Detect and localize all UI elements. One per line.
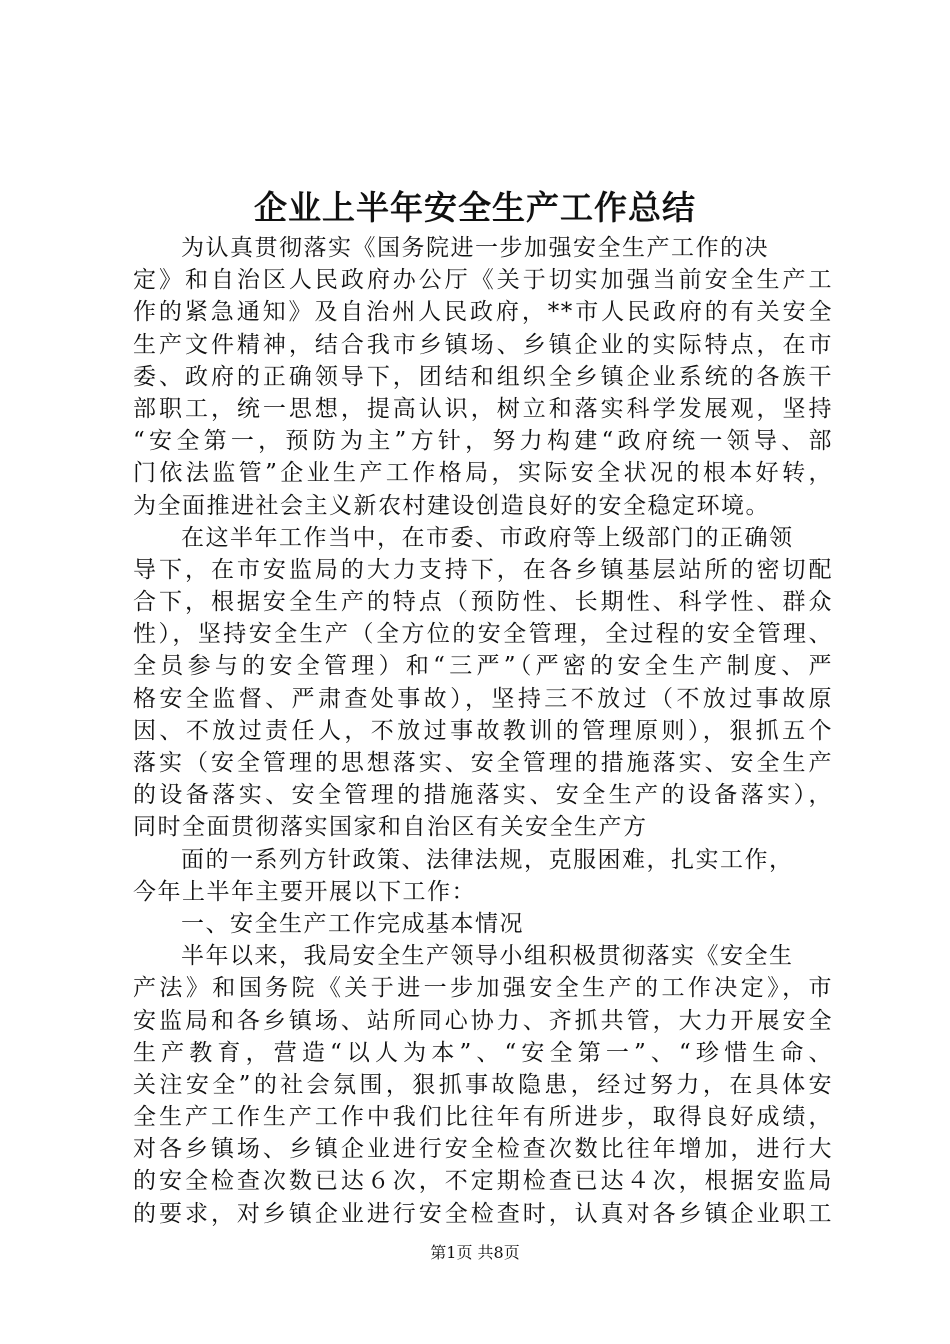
text-line: “安全第一，预防为主”方针，努力构建“政府统一领导、部: [133, 428, 833, 455]
text-line: 在这半年工作当中，在市委、市政府等上级部门的正确领: [181, 524, 794, 551]
text-line: 关注安全”的社会氛围，狠抓事故隐患，经过努力，在具体安: [133, 1071, 833, 1098]
text-line: 门依法监管”企业生产工作格局，实际安全状况的根本好转，: [133, 460, 833, 487]
text-line: 格安全监督、严肃查处事故），坚持三不放过（不放过事故原: [133, 685, 833, 712]
text-line: 落实（安全管理的思想落实、安全管理的措施落实、安全生产: [133, 750, 833, 776]
text-line: 今年上半年主要开展以下工作：: [133, 878, 476, 905]
text-line: 生产教育，营造“以人为本”、“安全第一”、“珍惜生命、: [133, 1039, 833, 1066]
text-line: 部职工，统一思想，提高认识，树立和落实科学发展观，坚持: [133, 395, 833, 422]
text-line: 的安全检查次数已达６次，不定期检查已达４次，根据安监局: [133, 1168, 833, 1195]
text-line: 性），坚持安全生产（全方位的安全管理，全过程的安全管理、: [133, 621, 833, 648]
text-line: 安监局和各乡镇场、站所同心协力、齐抓共管，大力开展安全: [133, 1007, 833, 1034]
text-line: 作的紧急通知》及自治州人民政府，**市人民政府的有关安全: [133, 299, 833, 326]
text-line: 定》和自治区人民政府办公厅《关于切实加强当前安全生产工: [133, 267, 833, 294]
text-line: 委、政府的正确领导下，团结和组织全乡镇企业系统的各族干: [133, 363, 833, 390]
text-line: 的要求，对乡镇企业进行安全检查时，认真对各乡镇企业职工: [133, 1200, 833, 1227]
text-line: 的设备落实、安全管理的措施落实、安全生产的设备落实），: [133, 782, 833, 809]
document-title: 企业上半年安全生产工作总结: [254, 188, 696, 227]
text-line: 面的一系列方针政策、法律法规，克服困难，扎实工作，: [181, 846, 794, 873]
text-line: 为全面推进社会主义新农村建设创造良好的安全稳定环境。: [133, 492, 770, 519]
section-heading: 一、安全生产工作完成基本情况: [181, 910, 524, 937]
text-line: 对各乡镇场、乡镇企业进行安全检查次数比往年增加，进行大: [133, 1136, 833, 1163]
page-number-footer: 第1页 共8页: [430, 1243, 520, 1262]
text-line: 全员参与的安全管理）和“三严”（严密的安全生产制度、严: [133, 653, 833, 680]
text-line: 因、不放过责任人，不放过事故教训的管理原则），狠抓五个: [133, 717, 833, 744]
text-line: 产法》和国务院《关于进一步加强安全生产的工作决定》，市: [133, 975, 833, 1002]
text-line: 合下，根据安全生产的特点（预防性、长期性、科学性、群众: [133, 589, 833, 616]
text-line: 半年以来，我局安全生产领导小组积极贯彻落实《安全生: [181, 943, 794, 970]
text-line: 全生产工作生产工作中我们比往年有所进步，取得良好成绩，: [133, 1104, 833, 1131]
text-line: 生产文件精神，结合我市乡镇场、乡镇企业的实际特点，在市: [133, 331, 833, 358]
text-line: 同时全面贯彻落实国家和自治区有关安全生产方: [133, 814, 648, 841]
text-line: 为认真贯彻落实《国务院进一步加强安全生产工作的决: [181, 235, 769, 261]
text-line: 导下，在市安监局的大力支持下，在各乡镇基层站所的密切配: [133, 556, 833, 583]
document-body: [133, 232, 833, 1230]
